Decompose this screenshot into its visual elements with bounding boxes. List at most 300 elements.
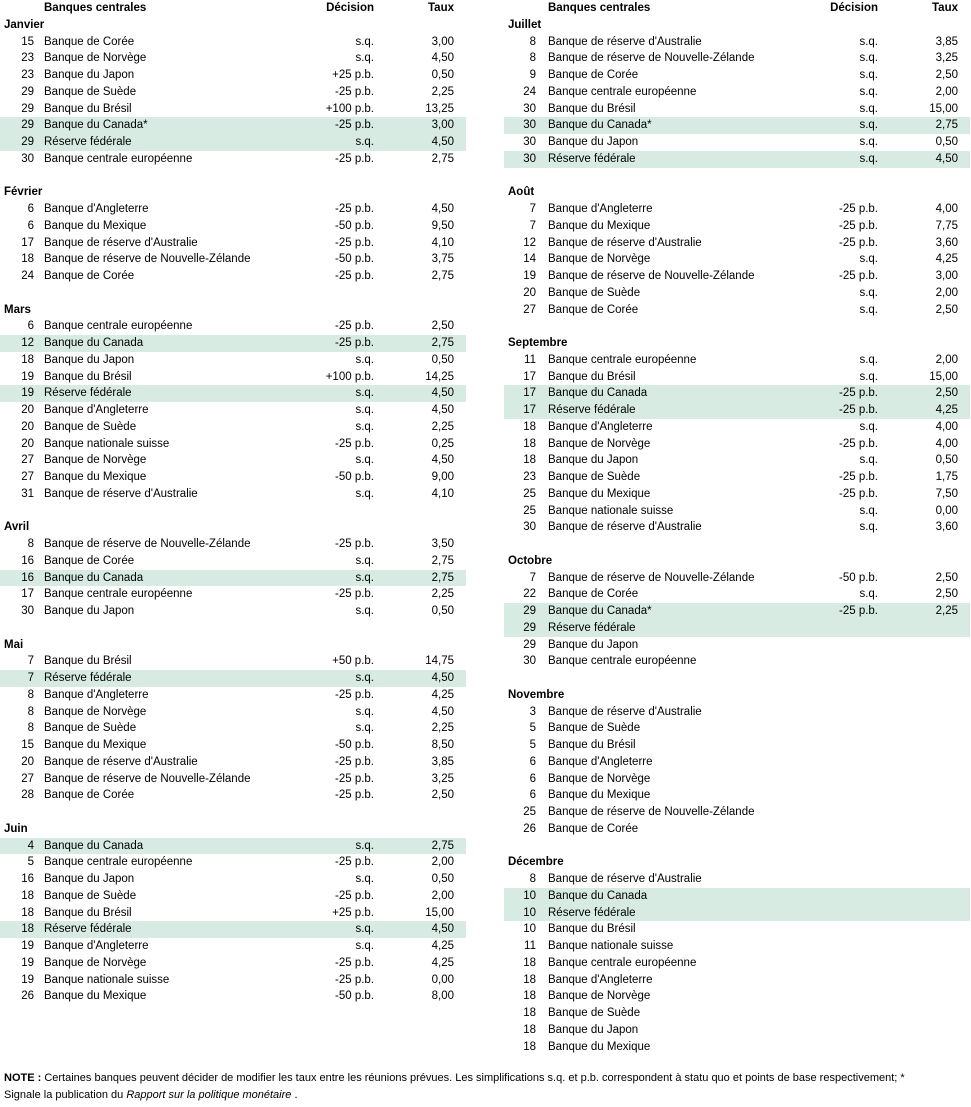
day-cell: 30 xyxy=(523,521,536,534)
bank-cell: Banque de réserve de Nouvelle-Zélande xyxy=(44,253,251,266)
bank-cell: Réserve fédérale xyxy=(548,152,636,165)
bank-cell: Banque de Suède xyxy=(548,722,641,735)
bank-cell: Banque du Japon xyxy=(548,1023,639,1036)
bank-cell: Banque du Canada xyxy=(44,839,144,852)
rate-cell: 4,50 xyxy=(431,52,454,65)
table-row xyxy=(0,754,466,771)
month-label: Mai xyxy=(4,638,24,651)
rate-cell: 7,50 xyxy=(935,487,958,500)
decision-cell: s.q. xyxy=(355,353,374,366)
decision-cell: s.q. xyxy=(355,404,374,416)
table-row xyxy=(504,653,970,670)
table-row xyxy=(0,469,466,486)
decision-cell: -50 p.b. xyxy=(335,990,374,1003)
rate-cell: 4,25 xyxy=(935,253,958,266)
month-label: Juillet xyxy=(508,18,542,31)
note-text: Certaines banques peuvent décider de modifier les taux entre les réunions prévues. Les simplifications s.q. et p.b. correspondent à statu quo et points de base respectivement; * Signale la publication du xyxy=(4,1072,905,1101)
bank-cell: Banque de Norvège xyxy=(44,956,147,969)
table-row xyxy=(0,268,466,285)
table-row xyxy=(0,653,466,670)
day-cell: 14 xyxy=(523,253,536,266)
bank-cell: Banque de réserve d'Australie xyxy=(44,236,198,249)
bank-cell: Banque de réserve de Nouvelle-Zélande xyxy=(44,538,251,550)
decision-cell: -50 p.b. xyxy=(839,571,878,584)
day-cell: 27 xyxy=(21,454,34,467)
table-row xyxy=(0,117,466,134)
bank-cell: Banque du Brésil xyxy=(44,102,132,115)
rate-cell: 0,00 xyxy=(935,504,958,517)
rate-cell: 4,00 xyxy=(935,203,958,215)
table-row xyxy=(0,972,466,989)
decision-cell: -25 p.b. xyxy=(335,270,374,282)
day-cell: 18 xyxy=(523,956,536,969)
bank-cell: Banque de réserve d'Australie xyxy=(548,236,702,249)
rate-cell: 4,00 xyxy=(935,420,958,433)
table-row xyxy=(0,101,466,118)
decision-cell: s.q. xyxy=(355,487,374,500)
bank-cell: Banque centrale européenne xyxy=(44,856,193,869)
table-row xyxy=(504,620,970,637)
day-cell: 16 xyxy=(21,873,34,885)
table-row xyxy=(0,151,466,168)
bank-cell: Banque de Norvège xyxy=(548,437,651,450)
day-cell: 24 xyxy=(523,85,536,98)
decision-cell: +100 p.b. xyxy=(325,102,374,115)
day-cell: 5 xyxy=(529,739,536,751)
decision-cell: s.q. xyxy=(859,253,878,266)
rate-cell: 2,50 xyxy=(935,303,958,316)
table-row xyxy=(504,603,970,620)
month-heading xyxy=(0,821,466,838)
bank-cell: Banque de Norvège xyxy=(44,52,147,65)
table-row xyxy=(0,67,466,84)
day-cell: 16 xyxy=(21,571,34,584)
day-cell: 30 xyxy=(21,152,34,165)
table-row xyxy=(504,486,970,503)
bank-cell: Banque du Japon xyxy=(548,638,639,651)
rate-cell: 4,50 xyxy=(935,152,958,165)
spacer-row xyxy=(504,168,970,185)
bank-cell: Banque nationale suisse xyxy=(548,940,674,952)
decision-cell: s.q. xyxy=(859,286,878,299)
table-row xyxy=(0,251,466,268)
bank-cell: Réserve fédérale xyxy=(548,404,636,416)
day-cell: 18 xyxy=(21,253,34,266)
table-row xyxy=(0,50,466,67)
table-row xyxy=(504,402,970,419)
decision-cell: s.q. xyxy=(859,504,878,517)
day-cell: 19 xyxy=(21,387,34,400)
day-cell: 5 xyxy=(27,856,34,869)
bank-cell: Banque du Brésil xyxy=(548,739,636,751)
decision-cell: s.q. xyxy=(355,923,374,936)
table-row xyxy=(0,670,466,687)
decision-cell: -25 p.b. xyxy=(335,856,374,869)
rate-cell: 4,50 xyxy=(431,404,454,416)
table-row xyxy=(504,737,970,754)
table-row xyxy=(504,352,970,369)
day-cell: 24 xyxy=(21,270,34,282)
bank-cell: Banque de Suède xyxy=(44,420,137,433)
bank-cell: Banque de Corée xyxy=(548,69,639,81)
day-cell: 29 xyxy=(21,102,34,115)
decision-cell: -25 p.b. xyxy=(839,270,878,282)
bank-cell: Banque de Corée xyxy=(548,588,639,601)
table-row xyxy=(0,402,466,419)
bank-cell: Banque du Canada* xyxy=(44,119,148,132)
decision-cell: -25 p.b. xyxy=(839,605,878,617)
bank-cell: Banque nationale suisse xyxy=(44,973,170,986)
month-heading xyxy=(504,687,970,704)
day-cell: 18 xyxy=(523,1040,536,1053)
note-label: NOTE : xyxy=(4,1072,42,1084)
decision-cell: -25 p.b. xyxy=(335,889,374,902)
header-bank: Banques centrales xyxy=(44,2,147,14)
month-label: Février xyxy=(4,186,43,199)
spacer-row xyxy=(504,318,970,335)
bank-cell: Banque de Suède xyxy=(44,722,137,735)
table-row xyxy=(504,50,970,67)
month-heading xyxy=(504,17,970,34)
decision-cell: -25 p.b. xyxy=(335,320,374,333)
bank-cell: Banque de réserve de Nouvelle-Zélande xyxy=(548,270,755,282)
bank-cell: Réserve fédérale xyxy=(44,387,132,400)
bank-cell: Banque de réserve d'Australie xyxy=(548,521,702,534)
bank-cell: Réserve fédérale xyxy=(44,136,132,148)
bank-cell: Banque du Mexique xyxy=(548,487,651,500)
bank-cell: Banque de réserve d'Australie xyxy=(548,705,702,718)
decision-cell: -25 p.b. xyxy=(839,219,878,232)
footnote xyxy=(4,1070,944,1103)
rate-cell: 2,75 xyxy=(431,554,454,567)
bank-cell: Banque du Canada xyxy=(548,387,648,400)
table-row xyxy=(504,117,970,134)
rate-cell: 2,75 xyxy=(431,270,454,282)
day-cell: 4 xyxy=(27,839,34,852)
decision-cell: s.q. xyxy=(355,554,374,567)
decision-cell: s.q. xyxy=(859,420,878,433)
table-row xyxy=(504,285,970,302)
decision-cell: -50 p.b. xyxy=(335,253,374,266)
day-cell: 7 xyxy=(529,203,536,215)
day-cell: 17 xyxy=(21,236,34,249)
decision-cell: s.q. xyxy=(859,102,878,115)
bank-cell: Banque du Canada* xyxy=(548,119,652,132)
day-cell: 11 xyxy=(524,940,536,952)
rate-cell: 3,00 xyxy=(431,35,454,48)
table-row xyxy=(504,67,970,84)
left-table-body xyxy=(0,17,466,1005)
rate-cell: 2,00 xyxy=(935,286,958,299)
table-row xyxy=(0,486,466,503)
decision-cell: s.q. xyxy=(859,353,878,366)
bank-cell: Banque de réserve de Nouvelle-Zélande xyxy=(44,772,251,785)
day-cell: 20 xyxy=(21,437,34,450)
table-row xyxy=(0,134,466,151)
table-row xyxy=(504,503,970,520)
bank-cell: Banque du Brésil xyxy=(44,655,132,668)
day-cell: 19 xyxy=(21,973,34,986)
day-cell: 3 xyxy=(529,705,536,718)
decision-cell: -25 p.b. xyxy=(335,236,374,249)
day-cell: 6 xyxy=(27,320,34,333)
bank-cell: Banque d'Angleterre xyxy=(44,203,149,215)
table-row xyxy=(0,888,466,905)
spacer-row xyxy=(0,168,466,185)
decision-cell: s.q. xyxy=(859,303,878,316)
bank-cell: Banque centrale européenne xyxy=(548,655,697,668)
rate-cell: 4,50 xyxy=(431,923,454,936)
day-cell: 9 xyxy=(529,69,536,81)
bank-cell: Banque centrale européenne xyxy=(548,956,697,969)
bank-cell: Banque de Corée xyxy=(548,303,639,316)
decision-cell: -25 p.b. xyxy=(839,236,878,249)
left-column xyxy=(0,0,466,1005)
month-heading xyxy=(0,519,466,536)
decision-cell: +25 p.b. xyxy=(332,69,374,81)
rate-cell: 3,50 xyxy=(431,538,454,550)
bank-cell: Banque du Japon xyxy=(44,873,135,885)
day-cell: 30 xyxy=(21,605,34,617)
bank-cell: Banque de Norvège xyxy=(548,253,651,266)
decision-cell: s.q. xyxy=(355,420,374,433)
day-cell: 29 xyxy=(523,621,536,634)
day-cell: 18 xyxy=(523,454,536,467)
rate-cell: 4,25 xyxy=(431,956,454,969)
month-heading xyxy=(0,184,466,201)
day-cell: 18 xyxy=(21,906,34,919)
bank-cell: Banque de réserve d'Australie xyxy=(44,755,198,768)
rate-cell: 8,00 xyxy=(431,990,454,1003)
decision-cell: s.q. xyxy=(859,119,878,132)
rate-cell: 0,50 xyxy=(935,136,958,148)
day-cell: 8 xyxy=(27,722,34,735)
rate-cell: 15,00 xyxy=(929,102,958,115)
table-row xyxy=(0,955,466,972)
table-row xyxy=(504,570,970,587)
month-label: Septembre xyxy=(508,337,568,349)
table-row xyxy=(504,637,970,654)
rate-cell: 9,50 xyxy=(431,219,454,232)
day-cell: 27 xyxy=(21,772,34,785)
bank-cell: Banque centrale européenne xyxy=(548,85,697,98)
rate-cell: 8,50 xyxy=(431,739,454,751)
month-label: Novembre xyxy=(508,688,565,701)
rate-cell: 4,50 xyxy=(431,136,454,148)
day-cell: 18 xyxy=(523,973,536,986)
bank-cell: Banque du Brésil xyxy=(548,923,636,936)
day-cell: 25 xyxy=(523,806,536,818)
rate-cell: 4,00 xyxy=(935,437,958,450)
rate-cell: 4,25 xyxy=(935,404,958,416)
day-cell: 8 xyxy=(27,688,34,701)
table-row xyxy=(504,469,970,486)
day-cell: 18 xyxy=(523,437,536,450)
rate-cell: 2,75 xyxy=(431,839,454,852)
table-row xyxy=(504,720,970,737)
rate-cell: 2,25 xyxy=(431,588,454,601)
decision-cell: -50 p.b. xyxy=(335,219,374,232)
decision-cell: -25 p.b. xyxy=(335,688,374,701)
month-label: Avril xyxy=(4,521,30,534)
spacer-row xyxy=(504,838,970,855)
table-row xyxy=(504,235,970,252)
day-cell: 10 xyxy=(523,906,536,919)
day-cell: 29 xyxy=(21,85,34,98)
header-bank: Banques centrales xyxy=(548,2,651,14)
table-row xyxy=(504,385,970,402)
decision-cell: -25 p.b. xyxy=(839,471,878,483)
day-cell: 17 xyxy=(523,370,536,383)
day-cell: 17 xyxy=(523,404,536,416)
day-cell: 6 xyxy=(529,755,536,768)
decision-cell: s.q. xyxy=(355,839,374,852)
day-cell: 29 xyxy=(523,638,536,651)
month-label: Août xyxy=(508,186,535,199)
bank-cell: Banque de réserve d'Australie xyxy=(44,487,198,500)
table-row xyxy=(504,955,970,972)
month-label: Juin xyxy=(4,822,28,835)
bank-cell: Banque du Brésil xyxy=(548,102,636,115)
table-row xyxy=(0,452,466,469)
rate-cell: 2,50 xyxy=(935,588,958,601)
table-row xyxy=(504,419,970,436)
bank-cell: Banque de réserve de Nouvelle-Zélande xyxy=(548,806,755,818)
decision-cell: -25 p.b. xyxy=(335,538,374,550)
day-cell: 26 xyxy=(523,822,536,835)
table-row xyxy=(504,34,970,51)
rate-cell: 3,85 xyxy=(935,35,958,48)
decision-cell: s.q. xyxy=(859,152,878,165)
rate-cell: 4,10 xyxy=(431,487,454,500)
table-row xyxy=(504,436,970,453)
day-cell: 18 xyxy=(21,353,34,366)
rate-cell: 4,50 xyxy=(431,203,454,215)
day-cell: 28 xyxy=(21,789,34,802)
bank-cell: Banque du Brésil xyxy=(548,370,636,383)
day-cell: 20 xyxy=(523,286,536,299)
day-cell: 17 xyxy=(523,387,536,400)
rate-cell: 2,75 xyxy=(431,337,454,349)
note-end: . xyxy=(291,1088,298,1101)
decision-cell: s.q. xyxy=(859,136,878,148)
day-cell: 12 xyxy=(523,236,536,249)
table-row xyxy=(0,34,466,51)
header-decision: Décision xyxy=(326,2,374,14)
rate-cell: 4,10 xyxy=(431,236,454,249)
bank-cell: Banque de Corée xyxy=(44,789,135,802)
decision-cell: s.q. xyxy=(859,521,878,534)
table-row xyxy=(0,603,466,620)
day-cell: 18 xyxy=(523,420,536,433)
month-heading xyxy=(0,637,466,654)
day-cell: 25 xyxy=(523,487,536,500)
table-row xyxy=(0,921,466,938)
bank-cell: Banque d'Angleterre xyxy=(44,940,149,952)
decision-cell: s.q. xyxy=(859,52,878,65)
bank-cell: Banque du Brésil xyxy=(44,370,132,383)
day-cell: 8 xyxy=(529,52,536,65)
day-cell: 20 xyxy=(21,404,34,416)
spacer-row xyxy=(0,285,466,302)
decision-cell: s.q. xyxy=(859,85,878,98)
month-heading xyxy=(0,302,466,319)
day-cell: 15 xyxy=(21,739,34,751)
bank-cell: Banque du Japon xyxy=(548,136,639,148)
table-row xyxy=(504,905,970,922)
table-row xyxy=(504,787,970,804)
day-cell: 10 xyxy=(523,889,536,902)
bank-cell: Réserve fédérale xyxy=(548,906,636,919)
spacer-row xyxy=(0,503,466,520)
decision-cell: s.q. xyxy=(355,605,374,617)
table-row xyxy=(504,101,970,118)
bank-cell: Banque de Corée xyxy=(44,270,135,282)
bank-cell: Banque du Mexique xyxy=(44,471,147,483)
decision-cell: -25 p.b. xyxy=(335,772,374,785)
bank-cell: Banque du Canada* xyxy=(548,605,652,617)
table-row xyxy=(0,318,466,335)
day-cell: 19 xyxy=(21,956,34,969)
bank-cell: Banque de Norvège xyxy=(44,705,147,718)
day-cell: 10 xyxy=(523,923,536,936)
decision-cell: -25 p.b. xyxy=(839,203,878,215)
table-row xyxy=(0,687,466,704)
bank-cell: Banque de Corée xyxy=(44,554,135,567)
bank-cell: Banque d'Angleterre xyxy=(548,420,653,433)
table-row xyxy=(0,720,466,737)
decision-cell: -50 p.b. xyxy=(335,471,374,483)
bank-cell: Banque d'Angleterre xyxy=(548,203,653,215)
header-rate: Taux xyxy=(932,2,958,14)
day-cell: 8 xyxy=(27,705,34,718)
decision-cell: s.q. xyxy=(355,873,374,885)
table-row xyxy=(0,905,466,922)
decision-cell: s.q. xyxy=(859,454,878,467)
table-row xyxy=(0,553,466,570)
day-cell: 16 xyxy=(21,554,34,567)
rate-cell: 2,50 xyxy=(431,789,454,802)
day-cell: 5 xyxy=(529,722,536,735)
table-row xyxy=(0,235,466,252)
rate-cell: 2,75 xyxy=(431,571,454,584)
day-cell: 7 xyxy=(529,571,536,584)
note-italic: Rapport sur la politique monétaire xyxy=(126,1088,292,1101)
decision-cell: s.q. xyxy=(859,69,878,81)
decision-cell: s.q. xyxy=(355,454,374,467)
day-cell: 22 xyxy=(523,588,536,601)
month-heading xyxy=(504,335,970,352)
decision-cell: -25 p.b. xyxy=(839,387,878,400)
bank-cell: Banque du Mexique xyxy=(44,219,147,232)
bank-cell: Banque de Suède xyxy=(548,1007,641,1019)
day-cell: 30 xyxy=(523,152,536,165)
table-row xyxy=(0,218,466,235)
rate-cell: 2,50 xyxy=(935,387,958,400)
bank-cell: Banque du Japon xyxy=(44,605,135,617)
day-cell: 18 xyxy=(523,990,536,1003)
rate-cell: 2,50 xyxy=(431,320,454,333)
decision-cell: s.q. xyxy=(355,52,374,65)
spacer-row xyxy=(0,804,466,821)
header-rate: Taux xyxy=(428,2,454,14)
table-row xyxy=(504,972,970,989)
table-row xyxy=(504,938,970,955)
day-cell: 30 xyxy=(523,655,536,668)
rate-cell: 3,25 xyxy=(935,52,958,65)
rate-cell: 0,25 xyxy=(431,437,454,450)
bank-cell: Banque de Corée xyxy=(548,822,639,835)
